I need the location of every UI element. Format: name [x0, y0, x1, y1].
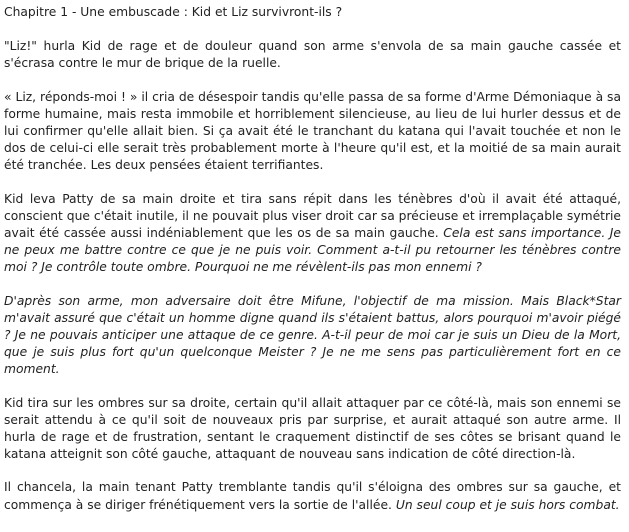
paragraph-italic-thought: D'après son arme, mon adversaire doit être Mifune, l'objectif de ma mission. Mais Black*Star m'avait assuré que c'était un homme digne quand ils s'étaient battus, alors pourquoi m'avoir piégé ? Je ne pouvais anticiper une attaque de ce genre. A-t-il peur de moi car je suis un Dieu de la Mort, que je suis plus fort qu'un quelconque Meister ? Je ne me sens pas particulièrement fort en ce moment. [4, 293, 621, 377]
paragraph-6 [4, 479, 621, 513]
paragraph-1 [4, 38, 621, 72]
paragraph-2 [4, 89, 621, 175]
chapter-title: Chapitre 1 - Une embuscade : Kid et Liz survivront-ils ? [4, 5, 343, 19]
paragraph-italic-thought: Cela est sans importance. Je ne peux me battre contre ce que je ne puis voir. Comment a-t-il pu retourner les ténèbres contre moi ? Je contrôle toute ombre. Pourquoi ne me révèlent-ils pas mon ennemi ? [4, 226, 621, 275]
paragraph-text: Kid leva Patty de sa main droite et tira sans répit dans les ténèbres d'où il avait été attaqué, conscient que c'était inutile, il ne pouvait plus viser droit car sa précieuse et irremplaçable symétrie avait été cassée aussi indéniablement que les os de sa main gauche. [4, 191, 621, 241]
paragraph-italic-thought: Un seul coup et je suis hors combat. [395, 497, 620, 512]
paragraph-5 [4, 395, 621, 464]
paragraph-3 [4, 191, 621, 277]
paragraph-text: Il chancela, la main tenant Patty tremblante tandis qu'il s'éloigna des ombres sur sa gauche, et commença à se diriger frénétiquement vers la sortie de l'allée. [4, 480, 621, 512]
paragraph-4 [4, 293, 621, 379]
paragraph-text: « Liz, réponds-moi ! » il cria de désespoir tandis qu'elle passa de sa forme d'Arme Démoniaque à sa forme humaine, mais resta immobile et horriblement silencieuse, au lieu de lui hurler dessus et de lui confirmer qu'elle allait bien. Si ça avait été le tranchant du katana qui l'avait touchée et non le dos de celui-ci elle serait très probablement morte à l'heure qu'il est, et la moitié de sa main aurait été tranchée. Les deux pensées étaient terrifiantes. [4, 89, 621, 173]
paragraph-text: "Liz!" hurla Kid de rage et de douleur quand son arme s'envola de sa main gauche cassée et s'écrasa contre le mur de brique de la ruelle. [4, 39, 621, 71]
paragraph-text: Kid tira sur les ombres sur sa droite, certain qu'il allait attaquer par ce côté-là, mais son ennemi se serait attendu à ce qu'il soit de nouveaux pris par surprise, et aurait attaqué son autre arme. Il hurla de rage et de frustration, sentant le craquement distinctif de ses côtes se brisant quand le katana atteignit son côté gauche, attaquant de nouveau sans indication de côté direction-là. [4, 395, 621, 462]
